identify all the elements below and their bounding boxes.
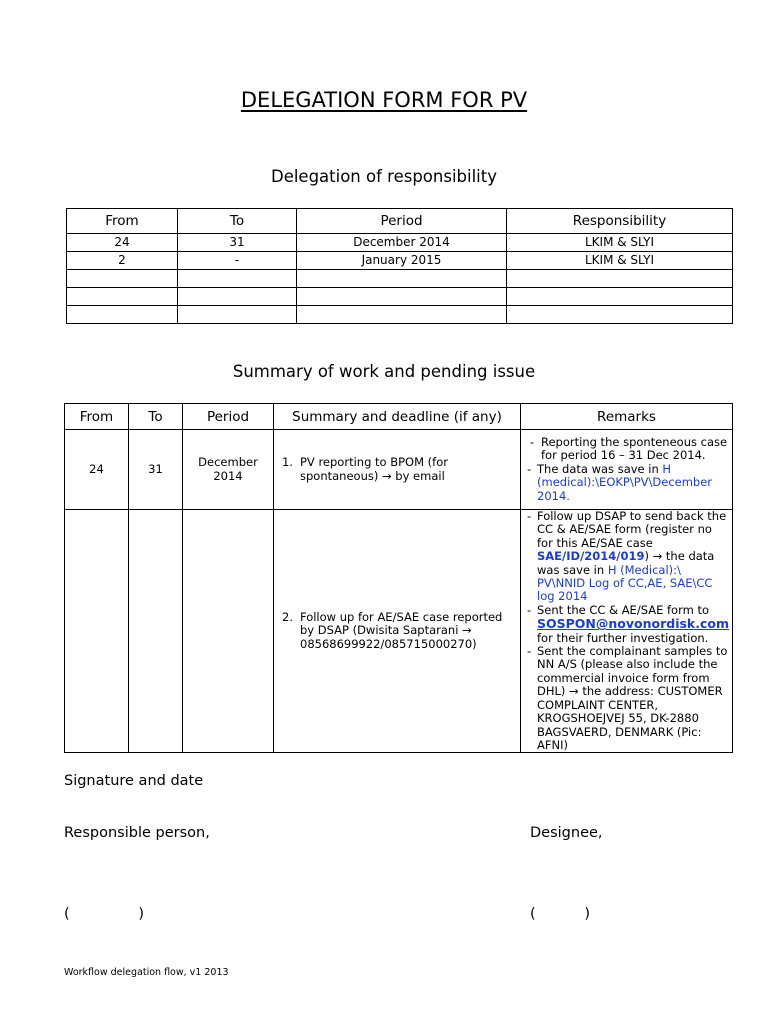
- cell-period: [297, 288, 507, 306]
- cell-period: January 2015: [297, 252, 507, 270]
- email-link[interactable]: SOSPON@novonordisk.com: [537, 616, 730, 632]
- cell-summary: [274, 510, 521, 753]
- responsible-person-label: Responsible person,: [64, 825, 210, 841]
- col-summary: Summary and deadline (if any): [274, 404, 521, 430]
- col-to: To: [129, 404, 183, 430]
- col-to: To: [178, 209, 297, 234]
- cell-from: [67, 270, 178, 288]
- designee-signature-field: [530, 906, 590, 922]
- table-row: [67, 306, 733, 324]
- cell-period: [297, 270, 507, 288]
- cell-from: 24: [65, 430, 129, 510]
- cell-remarks: - Follow up DSAP to send back the CC & AE/SAE form (register no for this AE/SAE case SAE/ID/2014/019) → the data was save in H (Medical):\ PV\NNID Log of CC,AE, SAE\CC log 2014 - Sent the CC & AE/SAE form to SOSPON@novonordisk.com for their further investigation. - Sent the complainant samples to NN A/S (please also include the commercial invoice form from DHL) → the address: CUSTOMER COMPLAINT CENTER, KROGSHOEJVEJ 55, DK-2880 BAGSVAERD, DENMARK (Pic: AFNI): [521, 510, 733, 753]
- item-text: Follow up for AE/SAE case reported by DSAP (Dwisita Saptarani → 08568699922/085715000270): [300, 610, 503, 651]
- designee-label: Designee,: [530, 825, 603, 841]
- col-from: From: [67, 209, 178, 234]
- cell-period: [297, 306, 507, 324]
- col-from: From: [65, 404, 129, 430]
- cell-responsibility: LKIM & SLYI: [507, 234, 733, 252]
- footer-text: Workflow delegation flow, v1 2013: [64, 967, 229, 978]
- signature-label: Signature and date: [64, 773, 204, 789]
- summary-header-row: [65, 404, 733, 430]
- cell-period: December 2014: [297, 234, 507, 252]
- item-text: PV reporting to BPOM (for spontaneous) → by email: [300, 455, 448, 483]
- folder-path: H (medical):\EOKP\PV\December 2014.: [537, 461, 713, 503]
- col-period: Period: [183, 404, 274, 430]
- case-number: SAE/ID/2014/019: [537, 549, 645, 564]
- close-paren: ): [138, 906, 144, 922]
- table-row: [67, 288, 733, 306]
- cell-summary: [274, 430, 521, 510]
- cell-to: [129, 510, 183, 753]
- remark-text: Reporting the sponteneous case for period 16 – 31 Dec 2014.: [541, 434, 728, 463]
- cell-to: [178, 306, 297, 324]
- item-number: 2.: [282, 610, 293, 625]
- summary-table: [64, 403, 733, 753]
- cell-responsibility: [507, 288, 733, 306]
- table-row: [67, 234, 733, 252]
- cell-from: [65, 510, 129, 753]
- delegation-header-row: [67, 209, 733, 234]
- table-row: [65, 430, 733, 510]
- remark-text: Sent the complainant samples to NN A/S (please also include the commercial invoice form from DHL) → the address: CUSTOMER COMPLAINT CENTER, KROGSHOEJVEJ 55, DK-2880 BAGSVAERD, DENMARK (Pic: AFNI): [537, 644, 728, 752]
- responsible-signature-field: [64, 906, 144, 922]
- col-responsibility: Responsibility: [507, 209, 733, 234]
- remark-text: Follow up DSAP to send back the CC & AE/SAE form (register no for this AE/SAE case: [537, 509, 727, 550]
- summary-heading: Summary of work and pending issue: [232, 362, 536, 381]
- cell-responsibility: [507, 306, 733, 324]
- remark-text: for their further investigation.: [537, 630, 709, 645]
- cell-responsibility: LKIM & SLYI: [507, 252, 733, 270]
- cell-responsibility: [507, 270, 733, 288]
- open-paren: (: [64, 906, 70, 922]
- cell-to: [178, 288, 297, 306]
- cell-remarks: - Reporting the sponteneous case for period 16 – 31 Dec 2014. - The data was save in H (medical):\EOKP\PV\December 2014.: [521, 430, 733, 510]
- table-row: [67, 270, 733, 288]
- col-period: Period: [297, 209, 507, 234]
- cell-from: [67, 288, 178, 306]
- cell-to: -: [178, 252, 297, 270]
- delegation-heading: Delegation of responsibility: [270, 167, 497, 186]
- col-remarks: Remarks: [521, 404, 733, 430]
- delegation-table: [66, 208, 733, 324]
- remark-text: ) → the data was save in: [537, 549, 715, 577]
- remark-text: The data was save in: [537, 461, 663, 476]
- cell-period: [183, 510, 274, 753]
- folder-path: H (Medical):\ PV\NNID Log of CC,AE, SAE\CC log 2014: [537, 562, 713, 604]
- open-paren: (: [530, 906, 536, 922]
- cell-to: [178, 270, 297, 288]
- item-number: 1.: [282, 455, 293, 470]
- document-title: DELEGATION FORM FOR PV: [240, 88, 528, 112]
- table-row: [65, 510, 733, 753]
- close-paren: ): [584, 906, 590, 922]
- cell-to: 31: [129, 430, 183, 510]
- table-row: [67, 252, 733, 270]
- cell-from: [67, 306, 178, 324]
- cell-to: 31: [178, 234, 297, 252]
- remark-text: Sent the CC & AE/SAE form to: [537, 602, 710, 617]
- cell-period: December 2014: [183, 430, 274, 510]
- cell-from: 2: [67, 252, 178, 270]
- cell-from: 24: [67, 234, 178, 252]
